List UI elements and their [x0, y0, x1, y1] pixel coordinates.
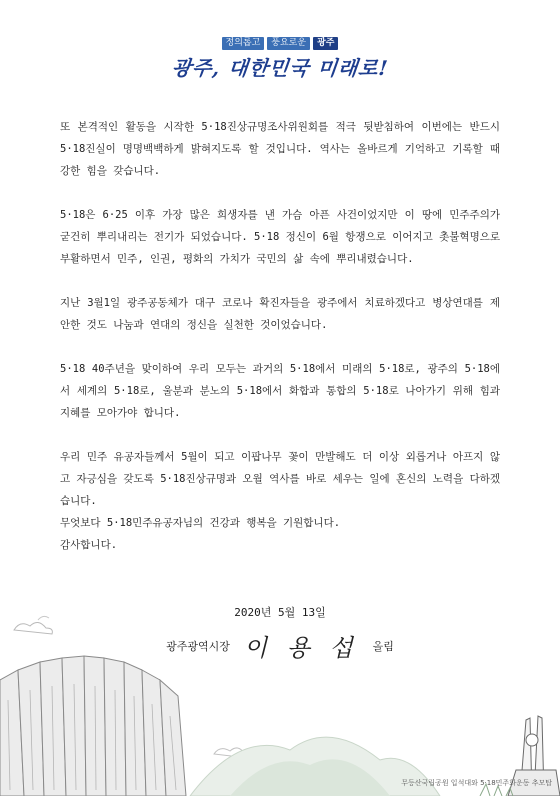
handwritten-signature: 이 용 섭 — [243, 634, 359, 662]
letter-paragraph: 지난 3월1일 광주공동체가 대구 코로나 확진자들을 광주에서 치료하겠다고 병상연대를 제안한 것도 나눔과 연대의 정신을 실천한 것이었습니다. — [60, 297, 500, 331]
signature-block — [0, 628, 560, 663]
brand-tag-bar — [0, 37, 560, 50]
letter-date: 2020년 5월 13일 — [234, 606, 326, 619]
letter-paragraph: 무엇보다 5·18민주유공자님의 건강과 행복을 기원합니다. — [60, 517, 341, 529]
letter-paragraph: 5·18 40주년을 맞이하여 우리 모두는 과거의 5·18에서 미래의 5·18로, 광주의 5·18에서 세계의 5·18로, 울분과 분노의 5·18에서 화합과 통합의 5·18로 나아가기 위해 힘과 지혜를 모아가야 합니다. — [60, 363, 500, 419]
letter-closing: 감사합니다. — [60, 539, 118, 551]
letter-paragraph: 5·18은 6·25 이후 가장 많은 희생자를 낸 가슴 아픈 사건이었지만 이 땅에 민주주의가 굳건히 뿌리내리는 전기가 되었습니다. 5·18 정신이 6월 항쟁으로 이어지고 촛불혁명으로 부활하면서 민주, 인권, 평화의 가치가 국민의 삶 속에 뿌리내렸습니다. — [60, 209, 500, 265]
brand-tag: 정의롭고 — [222, 37, 265, 50]
slogan-text: 광주, 대한민국 미래로! — [170, 56, 390, 80]
illustration-caption: 무등산국립공원 입석대와 5·18민주화운동 추모탑 — [401, 779, 552, 787]
signer-title: 광주광역시장 — [166, 639, 230, 653]
letter-body — [60, 116, 500, 556]
rock-pillars — [0, 656, 186, 796]
brand-tag: 광주 — [313, 37, 338, 50]
letter-paragraph: 우리 민주 유공자들께서 5월이 되고 이팝나무 꽃이 만발해도 더 이상 외롭거나 아프지 않고 자긍심을 갖도록 5·18진상규명과 오월 역사를 바로 세우는 일에 혼신의 노력을 다하겠습니다. — [60, 451, 500, 507]
letter-paragraph: 또 본격적인 활동을 시작한 5·18진상규명조사위원회를 적극 뒷받침하여 이번에는 반드시 5·18진실이 명명백백하게 밝혀지도록 할 것입니다. 역사는 올바르게 기억하고 기록할 때 강한 힘을 갖습니다. — [60, 121, 500, 177]
sign-suffix: 올림 — [372, 639, 394, 653]
slogan-logo — [0, 52, 560, 81]
brand-tag: 풍요로운 — [267, 37, 310, 50]
